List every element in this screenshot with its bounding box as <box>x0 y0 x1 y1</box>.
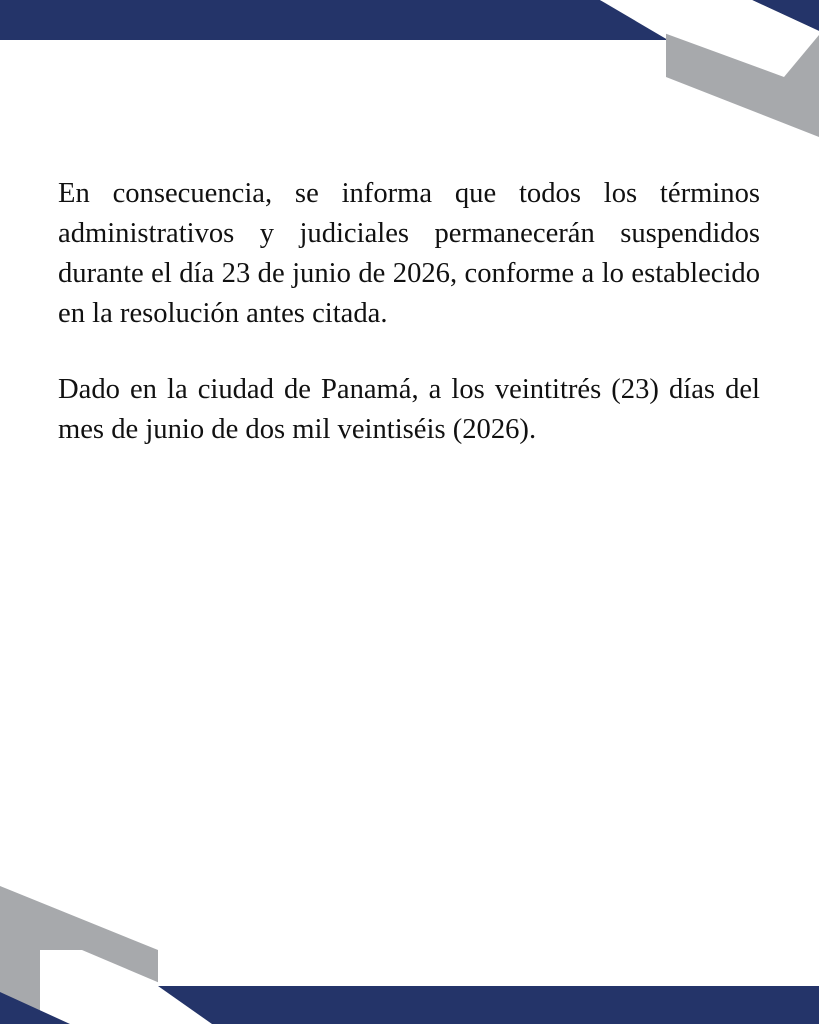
bottom-navy-band <box>158 986 819 1024</box>
document-body <box>58 174 760 450</box>
paragraph-suspension-notice: En consecuencia, se informa que todos los términos administrativos y judiciales permanecerán suspendidos durante el día 23 de junio de 2026, conforme a lo establecido en la resolución antes citada. <box>58 178 760 329</box>
paragraph-signature-date: Dado en la ciudad de Panamá, a los veintitrés (23) días del mes de junio de dos mil veintiséis (2026). <box>58 374 760 445</box>
top-navy-band <box>0 0 668 40</box>
